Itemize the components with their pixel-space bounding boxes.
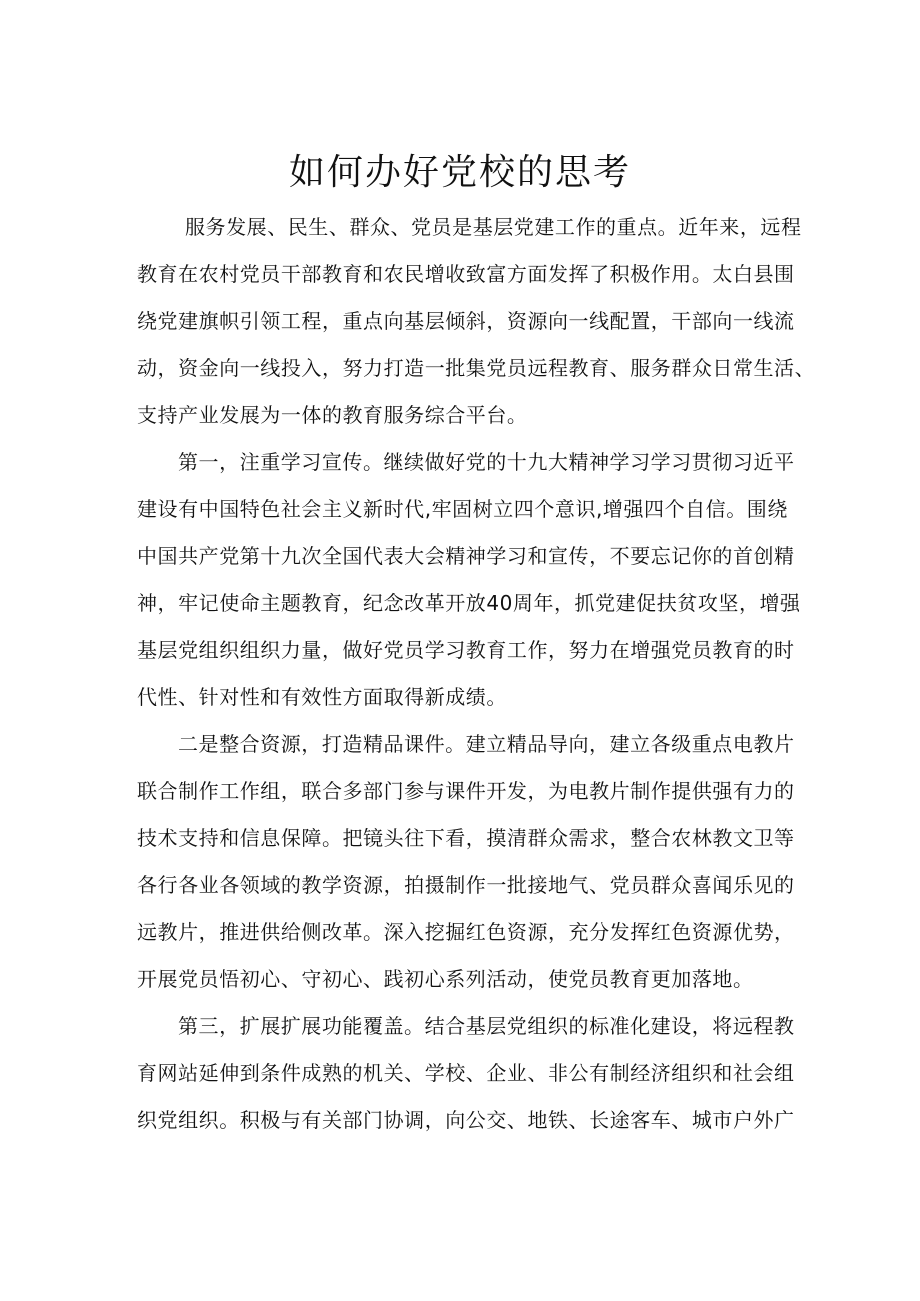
paragraph-line: 教育在农村党员干部教育和农民增收致富方面发挥了积极作用。太白县围 bbox=[137, 262, 795, 286]
paragraph-line: 技术支持和信息保障。把镜头往下看，摸清群众需求，整合农林教文卫等 bbox=[137, 826, 795, 850]
paragraph-line: 二是整合资源，打造精品课件。建立精品导向，建立各级重点电教片 bbox=[178, 732, 795, 756]
paragraph-line: 神，牢记使命主题教育，纪念改革开放40周年，抓党建促扶贫攻坚，增强 bbox=[137, 591, 801, 615]
document-title: 如何办好党校的思考 bbox=[288, 152, 631, 193]
paragraph-line: 各行各业各领域的教学资源，拍摄制作一批接地气、党员群众喜闻乐见的 bbox=[137, 873, 795, 897]
paragraph bbox=[137, 721, 795, 1003]
paragraph-line: 绕党建旗帜引领工程，重点向基层倾斜，资源向一线配置，干部向一线流 bbox=[137, 309, 795, 333]
paragraph bbox=[137, 439, 801, 721]
paragraph-line: 远教片，推进供给侧改革。深入挖掘红色资源，充分发挥红色资源优势， bbox=[137, 920, 795, 944]
paragraph-line: 支持产业发展为一体的教育服务综合平台。 bbox=[137, 403, 528, 427]
paragraph-line: 开展党员悟初心、守初心、践初心系列活动，使党员教育更加落地。 bbox=[137, 967, 754, 991]
paragraph-line: 织党组织。积极与有关部门协调，向公交、地铁、长途客车、城市户外广 bbox=[137, 1108, 795, 1132]
paragraph-line: 育网站延伸到条件成熟的机关、学校、企业、非公有制经济组织和社会组 bbox=[137, 1061, 795, 1085]
paragraph-line: 建设有中国特色社会主义新时代,牢固树立四个意识,增强四个自信。围绕 bbox=[137, 497, 788, 521]
paragraph-line: 第三，扩展扩展功能覆盖。结合基层党组织的标准化建设，将远程教 bbox=[178, 1014, 795, 1038]
paragraph bbox=[137, 1003, 795, 1144]
paragraph-line: 动，资金向一线投入，努力打造一批集党员远程教育、服务群众日常生活、 bbox=[137, 356, 816, 380]
paragraph-line: 联合制作工作组，联合多部门参与课件开发，为电教片制作提供强有力的 bbox=[137, 779, 795, 803]
paragraph-line: 第一，注重学习宣传。继续做好党的十九大精神学习学习贯彻习近平 bbox=[178, 450, 795, 474]
paragraph-line: 中国共产党第十九次全国代表大会精神学习和宣传，不要忘记你的首创精 bbox=[137, 544, 795, 568]
paragraph-line: 基层党组织组织力量，做好党员学习教育工作，努力在增强党员教育的时 bbox=[137, 638, 795, 662]
document-body bbox=[137, 204, 816, 1144]
paragraph-line: 代性、针对性和有效性方面取得新成绩。 bbox=[137, 685, 507, 709]
paragraph-line: 服务发展、民生、群众、党员是基层党建工作的重点。近年来，远程 bbox=[185, 215, 802, 239]
paragraph bbox=[137, 204, 816, 439]
